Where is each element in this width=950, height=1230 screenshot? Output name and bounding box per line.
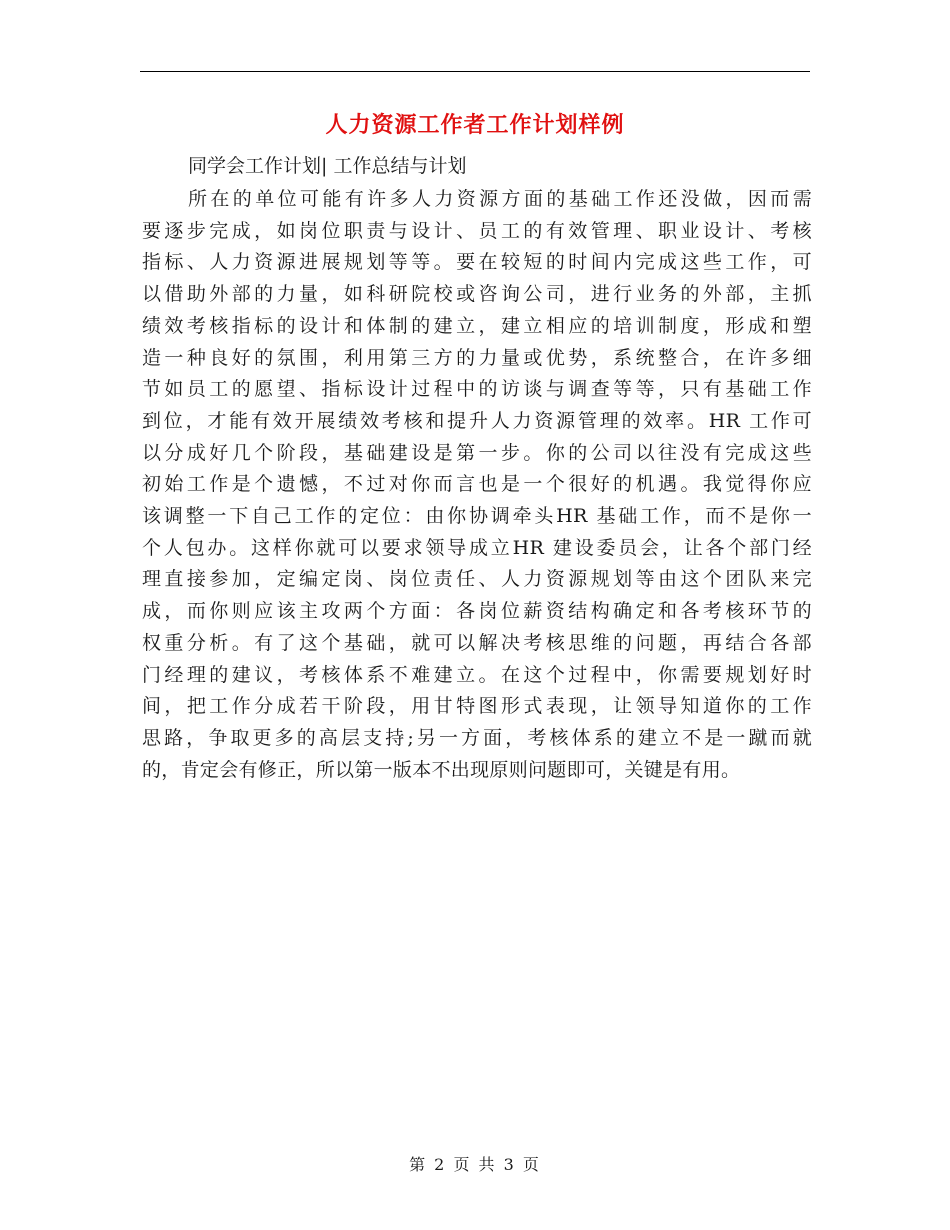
document-subtitle: 同学会工作计划| 工作总结与计划	[188, 155, 467, 177]
body-line: 以分成好几个阶段，基础建设是第一步。你的公司以往没有完成这些	[142, 441, 812, 464]
body-line: 门经理的建议，考核体系不难建立。在这个过程中，你需要规划好时	[142, 663, 812, 686]
body-line: 思路，争取更多的高层支持;另一方面，考核体系的建立不是一蹴而就	[142, 726, 812, 749]
body-line: 的，肯定会有修正，所以第一版本不出现原则问题即可，关键是有用。	[142, 758, 741, 781]
body-line: 成，而你则应该主攻两个方面：各岗位薪资结构确定和各考核环节的	[142, 600, 812, 623]
page-number: 第 2 页 共 3 页	[409, 1155, 541, 1174]
body-line: 初始工作是个遗憾，不过对你而言也是一个很好的机遇。我觉得你应	[142, 473, 812, 496]
document-title: 人力资源工作者工作计划样例	[325, 112, 625, 138]
header-rule	[140, 71, 810, 72]
body-line: 权重分析。有了这个基础，就可以解决考核思维的问题，再结合各部	[142, 631, 812, 654]
body-line: 该调整一下自己工作的定位：由你协调牵头HR 基础工作，而不是你一	[142, 505, 812, 528]
body-line: 绩效考核指标的设计和体制的建立，建立相应的培训制度，形成和塑	[142, 314, 812, 337]
body-line: 间，把工作分成若干阶段，用甘特图形式表现，让领导知道你的工作	[142, 695, 812, 718]
body-line: 造一种良好的氛围，利用第三方的力量或优势，系统整合，在许多细	[142, 346, 812, 369]
body-line: 指标、人力资源进展规划等等。要在较短的时间内完成这些工作，可	[142, 251, 812, 274]
body-line: 节如员工的愿望、指标设计过程中的访谈与调查等等，只有基础工作	[142, 378, 812, 401]
body-line: 所在的单位可能有许多人力资源方面的基础工作还没做，因而需	[188, 188, 812, 210]
body-line: 以借助外部的力量，如科研院校或咨询公司，进行业务的外部，主抓	[142, 283, 812, 306]
body-line: 到位，才能有效开展绩效考核和提升人力资源管理的效率。HR 工作可	[142, 409, 812, 432]
body-line: 要逐步完成，如岗位职责与设计、员工的有效管理、职业设计、考核	[142, 219, 812, 242]
body-line: 个人包办。这样你就可以要求领导成立HR 建设委员会，让各个部门经	[142, 536, 812, 559]
document-body	[142, 184, 812, 786]
body-line: 理直接参加，定编定岗、岗位责任、人力资源规划等由这个团队来完	[142, 568, 812, 591]
